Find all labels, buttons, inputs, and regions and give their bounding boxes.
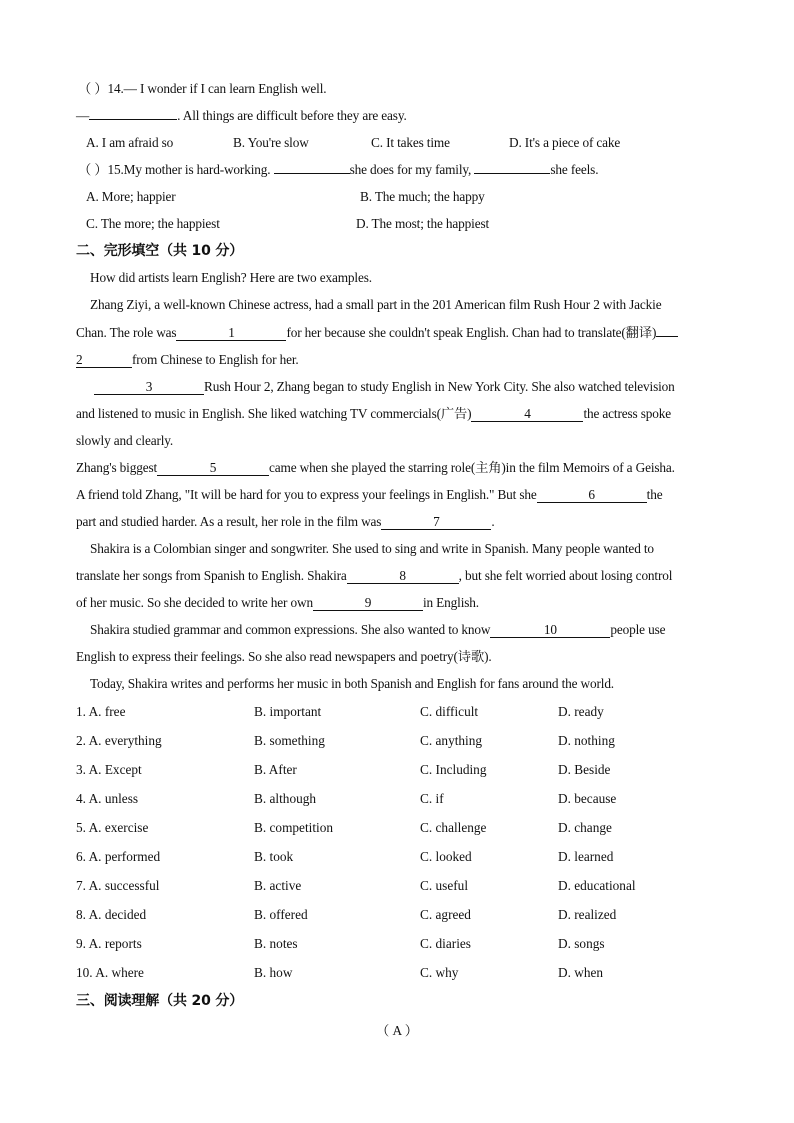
cloze-option-row: [76, 964, 726, 982]
option-b: B. something: [254, 733, 325, 748]
option-d: D. when: [558, 965, 604, 980]
option-b: B. offered: [254, 907, 308, 922]
option-c: C. The more; the happiest: [86, 216, 220, 231]
cloze-option-row: [76, 877, 726, 895]
cloze-line: translate her songs from Spanish to English. Shakira 8 , but she felt worried about losing control: [76, 568, 673, 583]
cloze-blank-3: 3: [94, 380, 204, 395]
cloze-blank-1: 1: [176, 326, 286, 341]
cloze-blank-7: 7: [381, 515, 491, 530]
option-d: D. realized: [558, 907, 617, 922]
cloze-blank-2: 2: [76, 353, 132, 368]
option-a: 5. A. exercise: [76, 820, 149, 835]
cloze-line: English to express their feelings. So she also read newspapers and poetry(诗歌).: [76, 649, 492, 664]
option-a: 3. A. Except: [76, 762, 142, 777]
cloze-line: A friend told Zhang, "It will be hard for you to express your feelings in English." But she 6 the: [76, 487, 663, 502]
section-heading-cloze: 二、完形填空（共 10 分）: [76, 243, 244, 259]
option-c: C. It takes time: [371, 135, 450, 150]
option-a: 8. A. decided: [76, 907, 147, 922]
option-b: B. After: [254, 762, 297, 777]
answer-blank: [656, 336, 678, 337]
option-a: A. More; happier: [86, 189, 176, 204]
option-d: D. ready: [558, 704, 604, 719]
option-a: 2. A. everything: [76, 733, 162, 748]
option-b: B. important: [254, 704, 322, 719]
option-d: D. It's a piece of cake: [509, 135, 621, 150]
answer-paren: （ ）: [78, 162, 108, 177]
cloze-line: Today, Shakira writes and performs her music in both Spanish and English for fans around the world.: [90, 676, 614, 691]
question-14: [78, 80, 728, 98]
option-a: 7. A. successful: [76, 878, 160, 893]
option-d: D. The most; the happiest: [356, 216, 490, 231]
question-15-options-row2: [76, 215, 726, 233]
option-b: B. The much; the happy: [360, 189, 485, 204]
option-a: 4. A. unless: [76, 791, 139, 806]
answer-blank: [474, 173, 550, 174]
option-b: B. how: [254, 965, 293, 980]
cloze-line: Chan. The role was 1 for her because she couldn't speak English. Chan had to translate(翻译): [76, 324, 726, 342]
option-d: D. change: [558, 820, 612, 835]
cloze-line: part and studied harder. As a result, her role in the film was 7 .: [76, 514, 495, 529]
cloze-option-row: [76, 935, 726, 953]
option-b: B. active: [254, 878, 302, 893]
cloze-blank-9: 9: [313, 596, 423, 611]
question-15-options-row1: [76, 188, 726, 206]
question-stem: 14.— I wonder if I can learn English well.: [107, 81, 327, 96]
option-d: D. because: [558, 791, 617, 806]
cloze-option-row: [76, 703, 726, 721]
answer-paren: （ ）: [78, 81, 108, 96]
cloze-line: and listened to music in English. She liked watching TV commercials(广告) 4 the actress spoke: [76, 406, 671, 421]
cloze-intro: How did artists learn English? Here are two examples.: [90, 270, 372, 285]
option-a: 9. A. reports: [76, 936, 142, 951]
option-c: C. useful: [420, 878, 469, 893]
option-b: B. You're slow: [233, 135, 309, 150]
cloze-blank-6: 6: [537, 488, 647, 503]
option-d: D. songs: [558, 936, 605, 951]
option-c: C. diaries: [420, 936, 471, 951]
option-c: C. difficult: [420, 704, 479, 719]
option-d: D. educational: [558, 878, 636, 893]
answer-blank: [89, 119, 177, 120]
option-b: B. notes: [254, 936, 298, 951]
option-d: D. learned: [558, 849, 614, 864]
cloze-blank-8: 8: [347, 569, 459, 584]
cloze-option-row: [76, 906, 726, 924]
cloze-line: Zhang Ziyi, a well-known Chinese actress, had a small part in the 201 American film Rush Hour 2 with Jackie: [90, 297, 662, 312]
option-d: D. nothing: [558, 733, 615, 748]
option-b: B. competition: [254, 820, 334, 835]
option-c: C. anything: [420, 733, 483, 748]
cloze-blank-4: 4: [471, 407, 583, 422]
cloze-option-row: [76, 790, 726, 808]
option-c: C. why: [420, 965, 459, 980]
answer-blank: [274, 173, 350, 174]
cloze-option-row: [76, 732, 726, 750]
cloze-option-row: [76, 848, 726, 866]
option-b: B. took: [254, 849, 294, 864]
option-c: C. looked: [420, 849, 472, 864]
option-a: 1. A. free: [76, 704, 126, 719]
cloze-line: Shakira is a Colombian singer and songwriter. She used to sing and write in Spanish. Many people wanted to: [90, 541, 654, 556]
question-14-options: [76, 134, 726, 152]
cloze-line: Shakira studied grammar and common expressions. She also wanted to know 10 people use: [90, 622, 666, 637]
question-14-reply: — . All things are difficult before they are easy.: [76, 108, 407, 123]
option-a: 6. A. performed: [76, 849, 161, 864]
option-c: C. if: [420, 791, 444, 806]
option-c: C. Including: [420, 762, 487, 777]
option-a: A. I am afraid so: [86, 135, 174, 150]
cloze-line: slowly and clearly.: [76, 433, 174, 448]
option-c: C. challenge: [420, 820, 487, 835]
cloze-blank-10: 10: [490, 623, 610, 638]
option-d: D. Beside: [558, 762, 611, 777]
cloze-blank-5: 5: [157, 461, 269, 476]
question-15: （ ）15.My mother is hard-working. she does for my family, she feels.: [78, 162, 599, 177]
cloze-line: of her music. So she decided to write her own 9 in English.: [76, 595, 479, 610]
cloze-option-row: [76, 819, 726, 837]
cloze-line: 2 from Chinese to English for her.: [76, 352, 299, 367]
cloze-option-row: [76, 761, 726, 779]
option-c: C. agreed: [420, 907, 471, 922]
cloze-line: 3 Rush Hour 2, Zhang began to study English in New York City. She also watched television: [76, 378, 744, 396]
section-heading-reading: 三、阅读理解（共 20 分）: [76, 993, 244, 1009]
option-a: 10. A. where: [76, 965, 144, 980]
cloze-line: Zhang's biggest 5 came when she played the starring role(主角)in the film Memoirs of a Geisha.: [76, 460, 675, 475]
reading-part-label: （ A ）: [375, 1023, 419, 1038]
option-b: B. although: [254, 791, 317, 806]
